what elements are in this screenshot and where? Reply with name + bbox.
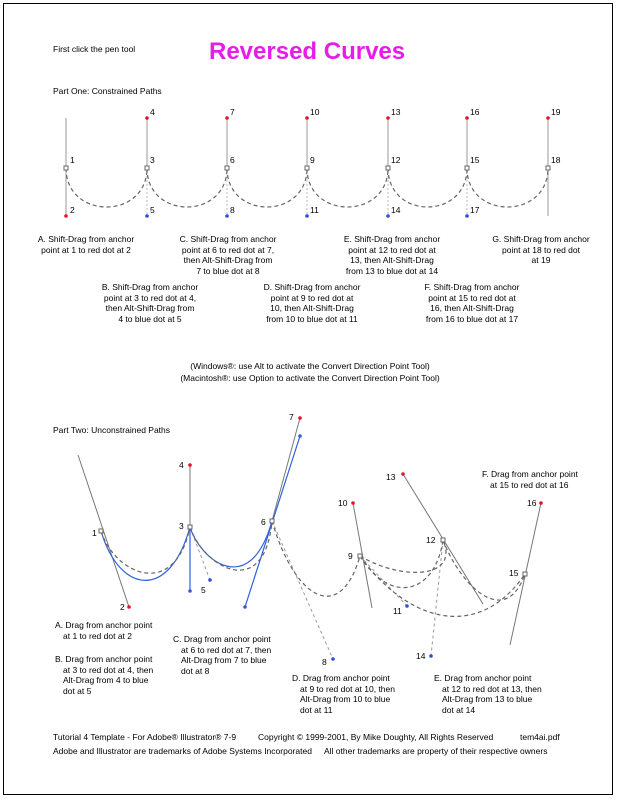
p2-label-13: 13 bbox=[386, 472, 396, 482]
handle-6-7 bbox=[272, 418, 300, 521]
footer-file: tem4ai.pdf bbox=[520, 732, 560, 742]
p1-caption-e: E. Shift-Drag from anchor point at 12 to red dot at 13, then Alt-Shift-Drag from 13 to blue dot at 14 bbox=[343, 234, 441, 276]
p2-caption-f: F. Drag from anchor point at 15 to red dot at 16 bbox=[482, 469, 578, 490]
dashed-curve-4 bbox=[360, 540, 443, 588]
p1-caption-f: F. Shift-Drag from anchor point at 15 to red dot at 16, then Alt-Shift-Drag from 16 to blue dot at 17 bbox=[424, 282, 520, 324]
part-two-heading: Part Two: Unconstrained Paths bbox=[53, 425, 171, 435]
pen-tool-hint: First click the pen tool bbox=[53, 44, 136, 54]
p2-red-dot-4 bbox=[188, 463, 192, 467]
p1-label-8: 8 bbox=[230, 205, 235, 215]
p2-anchor-3 bbox=[188, 525, 192, 529]
p2-label-1: 1 bbox=[92, 528, 97, 538]
p1-label-13: 13 bbox=[391, 107, 401, 117]
p1-label-17: 17 bbox=[470, 205, 480, 215]
p1-label-10: 10 bbox=[310, 107, 320, 117]
p2-caption-b: B. Drag from anchor point at 3 to red dot at 4, then Alt-Drag from 4 to blue dot at 5 bbox=[55, 654, 154, 696]
p2-label-10: 10 bbox=[338, 498, 348, 508]
p2-label-11: 11 bbox=[393, 606, 402, 616]
p2-label-3: 3 bbox=[179, 521, 184, 531]
footer-trademark-left: Adobe and Illustrator are trademarks of Adobe Systems Incorporated bbox=[53, 746, 312, 756]
footer-template: Tutorial 4 Template - For Adobe® Illustrator® 7-9 bbox=[53, 732, 237, 742]
mac-note: (Macintosh®: use Option to activate the Convert Direction Point Tool) bbox=[180, 373, 440, 383]
p2-red-dot-2 bbox=[127, 605, 131, 609]
p2-caption-a: A. Drag from anchor point at 1 to red dot at 2 bbox=[55, 620, 153, 641]
part-one-heading: Part One: Constrained Paths bbox=[53, 86, 162, 96]
p2-blue-handle-ends bbox=[188, 434, 302, 609]
p2-label-5: 5 bbox=[201, 585, 206, 595]
p1-label-9: 9 bbox=[310, 155, 315, 165]
p2-label-2: 2 bbox=[120, 602, 125, 612]
p2-blue-dot-11 bbox=[405, 604, 409, 608]
p1-label-3: 3 bbox=[150, 155, 155, 165]
p1-caption-g: G. Shift-Drag from anchor point at 18 to red dot at 19 bbox=[492, 234, 590, 265]
p1-label-19: 19 bbox=[551, 107, 561, 117]
p1-label-6: 6 bbox=[230, 155, 235, 165]
p2-anchor-6 bbox=[270, 519, 274, 523]
p2-anchor-12 bbox=[441, 538, 445, 542]
p2-label-8: 8 bbox=[322, 657, 327, 667]
footer-copyright: Copyright © 1999-2001, By Mike Doughty, All Rights Reserved bbox=[258, 732, 494, 742]
p1-caption-c: C. Shift-Drag from anchor point at 6 to red dot at 7, then Alt-Shift-Drag from 7 to blue dot at 8 bbox=[179, 234, 277, 276]
p2-label-14: 14 bbox=[416, 651, 426, 661]
p1-label-11: 11 bbox=[310, 205, 319, 215]
p2-red-dot-16 bbox=[539, 501, 543, 505]
p1-label-1: 1 bbox=[70, 155, 75, 165]
p1-label-5: 5 bbox=[150, 205, 155, 215]
p2-label-9: 9 bbox=[348, 551, 353, 561]
p2-red-dot-13 bbox=[401, 472, 405, 476]
p2-label-15: 15 bbox=[509, 568, 519, 578]
p2-caption-e: E. Drag from anchor point at 12 to red dot at 13, then Alt-Drag from 13 to blue dot at 14 bbox=[434, 673, 542, 715]
dashed-curve-6 bbox=[360, 556, 525, 616]
p1-label-18: 18 bbox=[551, 155, 561, 165]
p2-handle-lines bbox=[78, 418, 541, 645]
p2-caption-d: D. Drag from anchor point at 9 to red dot at 10, then Alt-Drag from 10 to blue dot at 11 bbox=[292, 673, 395, 715]
p1-label-4: 4 bbox=[150, 107, 155, 117]
p1-label-15: 15 bbox=[470, 155, 480, 165]
p1-caption-b: B. Shift-Drag from anchor point at 3 to red dot at 4, then Alt-Shift-Drag from 4 to blue dot at 5 bbox=[101, 282, 199, 324]
p2-blue-dot-8 bbox=[331, 657, 335, 661]
p2-label-7: 7 bbox=[289, 412, 294, 422]
p1-label-16: 16 bbox=[470, 107, 480, 117]
p2-label-12: 12 bbox=[426, 535, 436, 545]
p1-caption-a: A. Shift-Drag from anchor point at 1 to red dot at 2 bbox=[37, 234, 135, 255]
p2-red-dot-7 bbox=[298, 416, 302, 420]
p1-label-14: 14 bbox=[391, 205, 401, 215]
p1-label-7: 7 bbox=[230, 107, 235, 117]
p2-red-dot-10 bbox=[351, 501, 355, 505]
p1-label-2: 2 bbox=[70, 205, 75, 215]
p2-anchor-1 bbox=[99, 529, 103, 533]
p2-blue-dot-5 bbox=[208, 578, 212, 582]
p2-blue-dot-14 bbox=[429, 654, 433, 658]
p1-caption-d: D. Shift-Drag from anchor point at 9 to red dot at 10, then Alt-Shift-Drag from 10 to blue dot at 11 bbox=[263, 282, 361, 324]
footer-trademark-right: All other trademarks are property of their respective owners bbox=[324, 746, 548, 756]
p2-label-16: 16 bbox=[527, 498, 537, 508]
page-title: Reversed Curves bbox=[209, 38, 406, 65]
p2-caption-c: C. Drag from anchor point at 6 to red dot at 7, then Alt-Drag from 7 to blue dot at 8 bbox=[173, 634, 272, 676]
windows-note: (Windows®: use Alt to activate the Convert Direction Point Tool) bbox=[190, 361, 430, 371]
dashed-curve-1 bbox=[101, 527, 190, 573]
p2-anchors bbox=[99, 519, 527, 576]
dashed-curve-3 bbox=[272, 521, 360, 596]
p2-label-6: 6 bbox=[261, 517, 266, 527]
p1-label-12: 12 bbox=[391, 155, 401, 165]
p2-anchor-15 bbox=[523, 572, 527, 576]
p2-anchor-9 bbox=[358, 554, 362, 558]
p2-label-4: 4 bbox=[179, 460, 184, 470]
